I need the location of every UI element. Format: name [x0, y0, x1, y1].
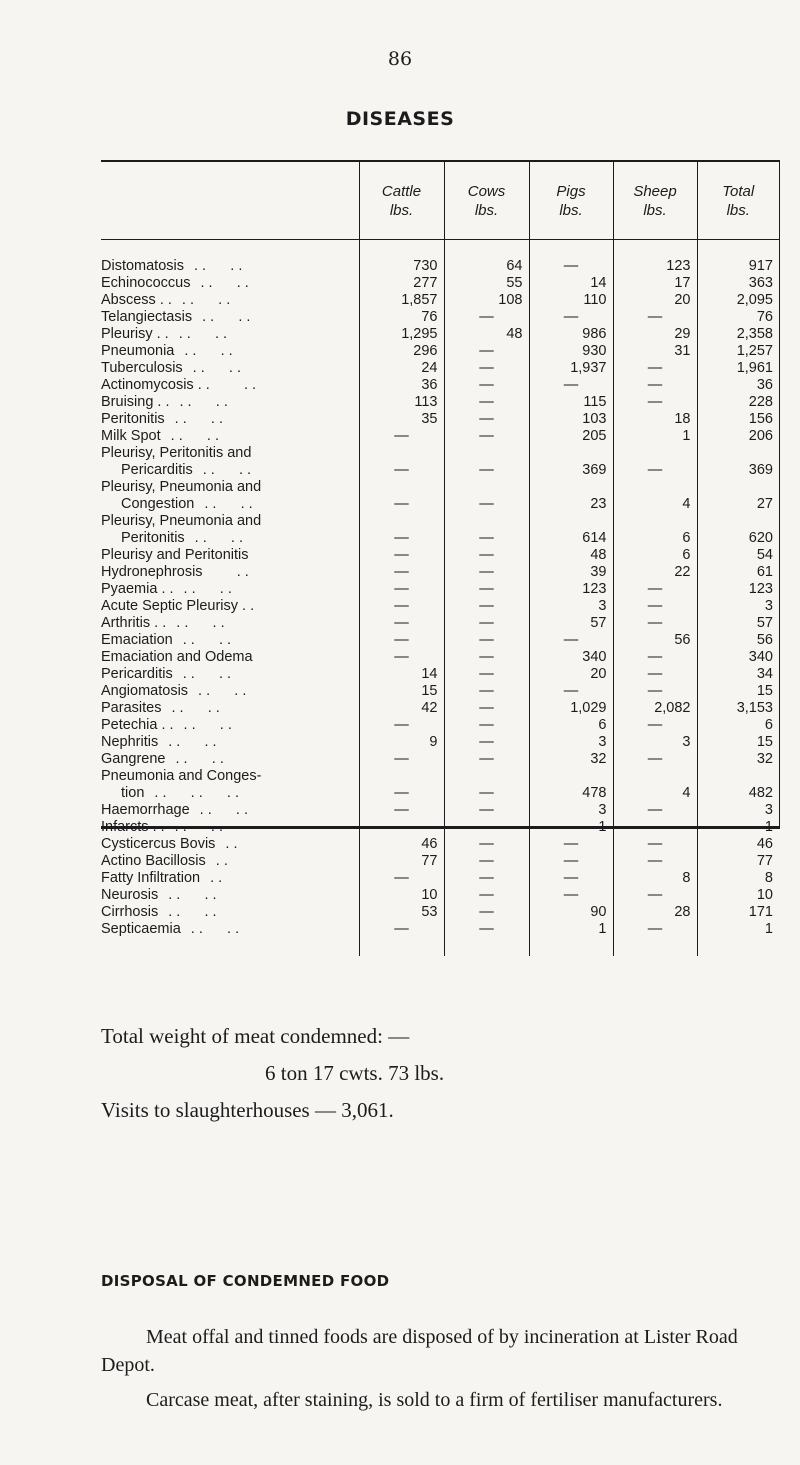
pigs-value: 369 — [529, 445, 613, 479]
table-row — [101, 394, 779, 411]
table-row — [101, 700, 779, 717]
pigs-value: 32 — [529, 751, 613, 768]
cattle-value: 76 — [359, 309, 444, 326]
table-row — [101, 360, 779, 377]
disease-name: Pleurisy . . . . . . — [101, 326, 228, 342]
pigs-value: 1 — [529, 921, 613, 938]
disease-name: Peritonitis . . . . — [101, 411, 224, 427]
table-row — [101, 598, 779, 615]
disease-name: Arthritis . . . . . . — [101, 615, 225, 631]
total-value: 8 — [697, 870, 779, 887]
table-row — [101, 275, 779, 292]
cattle-value: 24 — [359, 360, 444, 377]
cows-value: — — [444, 802, 529, 819]
sheep-value: — — [613, 887, 697, 904]
sheep-value: 29 — [613, 326, 697, 343]
total-value: 27 — [697, 479, 779, 513]
table-row — [101, 564, 779, 581]
cows-value: — — [444, 921, 529, 938]
sheep-value: 28 — [613, 904, 697, 921]
table-row — [101, 683, 779, 700]
cattle-value: — — [359, 751, 444, 768]
column-header-pigs: Pigs lbs. — [529, 162, 613, 240]
table-row — [101, 513, 779, 547]
cattle-value: 35 — [359, 411, 444, 428]
pigs-value: 103 — [529, 411, 613, 428]
cattle-value: — — [359, 598, 444, 615]
cows-value: — — [444, 479, 529, 513]
disease-name: Pleurisy, Pneumonia and Peritonitis . . . . — [101, 513, 262, 546]
total-value: 171 — [697, 904, 779, 921]
total-value: 32 — [697, 751, 779, 768]
disease-name: Pneumonia . . . . — [101, 343, 233, 359]
total-value: 3,153 — [697, 700, 779, 717]
pigs-value: 614 — [529, 513, 613, 547]
pigs-value: 986 — [529, 326, 613, 343]
disease-name: Telangiectasis . . . . — [101, 309, 251, 325]
cows-value: — — [444, 887, 529, 904]
table-row — [101, 292, 779, 309]
total-value: 2,358 — [697, 326, 779, 343]
sheep-value: 2,082 — [613, 700, 697, 717]
cattle-value: — — [359, 802, 444, 819]
pigs-value: 478 — [529, 768, 613, 802]
sheep-value: — — [613, 819, 697, 836]
cattle-value: — — [359, 921, 444, 938]
pigs-value: 1,029 — [529, 700, 613, 717]
pigs-value: — — [529, 309, 613, 326]
table-row — [101, 479, 779, 513]
pigs-value: 6 — [529, 717, 613, 734]
pigs-value: — — [529, 377, 613, 394]
page-number: 86 — [387, 48, 413, 70]
sheep-value: — — [613, 581, 697, 598]
cattle-value: 46 — [359, 836, 444, 853]
total-value: 228 — [697, 394, 779, 411]
cows-value: — — [444, 360, 529, 377]
disease-name: Distomatosis . . . . — [101, 258, 243, 274]
total-value: 15 — [697, 734, 779, 751]
total-value: 77 — [697, 853, 779, 870]
cattle-value: 1,857 — [359, 292, 444, 309]
cattle-value: 1,295 — [359, 326, 444, 343]
disease-name: Actinomycosis . . . . — [101, 377, 257, 393]
pigs-value: 1 — [529, 819, 613, 836]
cows-value: 55 — [444, 275, 529, 292]
cows-value: — — [444, 632, 529, 649]
pigs-value: 14 — [529, 275, 613, 292]
sheep-value: — — [613, 377, 697, 394]
total-value: 3 — [697, 802, 779, 819]
summary-visits: Visits to slaughterhouses — 3,061. — [101, 1098, 394, 1122]
cows-value: — — [444, 768, 529, 802]
disease-name: Infarcts . . . . . . — [101, 819, 224, 835]
disease-name: Petechia . . . . . . — [101, 717, 232, 733]
total-value: 1 — [697, 819, 779, 836]
disease-name: Echinococcus . . . . — [101, 275, 249, 291]
table-row — [101, 411, 779, 428]
pigs-value: — — [529, 836, 613, 853]
table-row — [101, 377, 779, 394]
sheep-value: — — [613, 683, 697, 700]
total-value: 34 — [697, 666, 779, 683]
table-row — [101, 768, 779, 802]
pigs-value: — — [529, 887, 613, 904]
cows-value: — — [444, 377, 529, 394]
table-header-row — [101, 162, 779, 240]
table-row — [101, 632, 779, 649]
cattle-value: — — [359, 445, 444, 479]
cows-value: — — [444, 513, 529, 547]
disease-name: Emaciation and Odema — [101, 649, 253, 665]
sheep-value: — — [613, 360, 697, 377]
total-value: 56 — [697, 632, 779, 649]
header-blank — [101, 162, 359, 240]
summary-total-label: Total weight of meat condemned: — — [101, 1024, 410, 1048]
disease-name: Pneumonia and Conges- tion . . . . . . — [101, 768, 262, 801]
cattle-value: — — [359, 870, 444, 887]
total-value: 156 — [697, 411, 779, 428]
total-value: 340 — [697, 649, 779, 666]
cows-value: — — [444, 819, 529, 836]
pigs-value: 23 — [529, 479, 613, 513]
disease-name: Acute Septic Pleurisy . . — [101, 598, 255, 614]
total-value: 206 — [697, 428, 779, 445]
cows-value: — — [444, 394, 529, 411]
sheep-value: 31 — [613, 343, 697, 360]
diseases-table — [101, 160, 780, 937]
table-row — [101, 258, 779, 275]
disease-name: Nephritis . . . . — [101, 734, 217, 750]
table-row — [101, 649, 779, 666]
cows-value: — — [444, 700, 529, 717]
disease-name: Emaciation . . . . — [101, 632, 232, 648]
disease-name: Pyaemia . . . . . . — [101, 581, 232, 597]
sheep-value: 4 — [613, 768, 697, 802]
sheep-value: — — [613, 921, 697, 938]
cattle-value: — — [359, 479, 444, 513]
sheep-value: — — [613, 649, 697, 666]
table-row — [101, 887, 779, 904]
cows-value: — — [444, 649, 529, 666]
sheep-value: 4 — [613, 479, 697, 513]
cows-value: 48 — [444, 326, 529, 343]
disposal-heading: DISPOSAL OF CONDEMNED FOOD — [101, 1272, 390, 1290]
cows-value: — — [444, 343, 529, 360]
sheep-value: 3 — [613, 734, 697, 751]
cattle-value: 113 — [359, 394, 444, 411]
sheep-value: — — [613, 717, 697, 734]
table-row — [101, 581, 779, 598]
column-header-total: Total lbs. — [697, 162, 779, 240]
cows-value: — — [444, 581, 529, 598]
table-row — [101, 445, 779, 479]
cows-value: 64 — [444, 258, 529, 275]
disease-name: Fatty Infiltration . . — [101, 870, 223, 886]
table-row — [101, 734, 779, 751]
pigs-value: 3 — [529, 734, 613, 751]
sheep-value: — — [613, 751, 697, 768]
condemned-summary — [101, 1018, 444, 1129]
pigs-value: — — [529, 853, 613, 870]
total-value: 2,095 — [697, 292, 779, 309]
disease-name: Pleurisy, Pneumonia and Congestion . . . . — [101, 479, 262, 512]
sheep-value: — — [613, 836, 697, 853]
cows-value: — — [444, 751, 529, 768]
cattle-value: 53 — [359, 904, 444, 921]
total-value: 3 — [697, 598, 779, 615]
table-row — [101, 853, 779, 870]
disease-name: Hydronephrosis . . — [101, 564, 249, 580]
disease-name: Neurosis . . . . — [101, 887, 217, 903]
total-value: 1 — [697, 921, 779, 938]
cattle-value: 277 — [359, 275, 444, 292]
table-row — [101, 870, 779, 887]
disease-name: Angiomatosis . . . . — [101, 683, 247, 699]
sheep-value: — — [613, 598, 697, 615]
sheep-value: 17 — [613, 275, 697, 292]
table-row — [101, 309, 779, 326]
summary-total-weight: 6 ton 17 cwts. 73 lbs. — [265, 1061, 445, 1085]
cows-value: — — [444, 598, 529, 615]
sheep-value: — — [613, 802, 697, 819]
sheep-value: — — [613, 615, 697, 632]
cattle-value: — — [359, 547, 444, 564]
disposal-paragraph-2: Carcase meat, after staining, is sold to a firm of fertiliser manufacturers. — [146, 1389, 723, 1411]
cattle-value: 296 — [359, 343, 444, 360]
disease-name: Pleurisy, Peritonitis and Pericarditis . . . . — [101, 445, 252, 478]
cows-value: — — [444, 853, 529, 870]
total-value: 1,257 — [697, 343, 779, 360]
table-row — [101, 547, 779, 564]
cows-value: — — [444, 870, 529, 887]
table-row — [101, 802, 779, 819]
cows-value: 108 — [444, 292, 529, 309]
cows-value: — — [444, 547, 529, 564]
sheep-value: 1 — [613, 428, 697, 445]
disease-name: Tuberculosis . . . . — [101, 360, 242, 376]
column-header-cows: Cows lbs. — [444, 162, 529, 240]
table-row — [101, 751, 779, 768]
disease-name: Pericarditis . . . . — [101, 666, 232, 682]
cattle-value: 9 — [359, 734, 444, 751]
sheep-value: 6 — [613, 513, 697, 547]
disposal-paragraph-1: Meat offal and tinned foods are disposed of by incineration at Lister Road Depot. — [101, 1326, 738, 1376]
cattle-value: — — [359, 513, 444, 547]
pigs-value: 205 — [529, 428, 613, 445]
sheep-value: — — [613, 853, 697, 870]
disease-name: Parasites . . . . — [101, 700, 220, 716]
sheep-value: 20 — [613, 292, 697, 309]
total-value: 36 — [697, 377, 779, 394]
sheep-value: 18 — [613, 411, 697, 428]
total-value: 620 — [697, 513, 779, 547]
total-value: 61 — [697, 564, 779, 581]
pigs-value: — — [529, 683, 613, 700]
cattle-value: 77 — [359, 853, 444, 870]
pigs-value: — — [529, 258, 613, 275]
pigs-value: 3 — [529, 802, 613, 819]
disease-name: Cirrhosis . . . . — [101, 904, 217, 920]
disease-name: Gangrene . . . . — [101, 751, 224, 767]
disease-name: Milk Spot . . . . — [101, 428, 219, 444]
cattle-value: 15 — [359, 683, 444, 700]
cows-value: — — [444, 615, 529, 632]
sheep-value: 22 — [613, 564, 697, 581]
total-value: 76 — [697, 309, 779, 326]
total-value: 363 — [697, 275, 779, 292]
cattle-value: 36 — [359, 377, 444, 394]
column-header-cattle: Cattle lbs. — [359, 162, 444, 240]
cattle-value: — — [359, 581, 444, 598]
pigs-value: 110 — [529, 292, 613, 309]
cattle-value: — — [359, 632, 444, 649]
cattle-value: — — [359, 717, 444, 734]
total-value: 57 — [697, 615, 779, 632]
pigs-value: 57 — [529, 615, 613, 632]
sheep-value: — — [613, 394, 697, 411]
sheep-value: — — [613, 445, 697, 479]
page-title: DISEASES — [345, 108, 455, 130]
disease-name: Septicaemia . . . . — [101, 921, 240, 937]
cows-value: — — [444, 309, 529, 326]
total-value: 123 — [697, 581, 779, 598]
column-header-sheep: Sheep lbs. — [613, 162, 697, 240]
cows-value: — — [444, 683, 529, 700]
table-row — [101, 666, 779, 683]
disease-name: Abscess . . . . . . — [101, 292, 231, 308]
cows-value: — — [444, 904, 529, 921]
total-value: 10 — [697, 887, 779, 904]
cows-value: — — [444, 411, 529, 428]
table-row — [101, 717, 779, 734]
cattle-value: — — [359, 819, 444, 836]
sheep-value: — — [613, 309, 697, 326]
total-value: 1,961 — [697, 360, 779, 377]
total-value: 917 — [697, 258, 779, 275]
pigs-value: 3 — [529, 598, 613, 615]
cows-value: — — [444, 734, 529, 751]
total-value: 46 — [697, 836, 779, 853]
pigs-value: 39 — [529, 564, 613, 581]
disease-name: Haemorrhage . . . . — [101, 802, 249, 818]
cattle-value: 10 — [359, 887, 444, 904]
pigs-value: 48 — [529, 547, 613, 564]
pigs-value: 340 — [529, 649, 613, 666]
cows-value: — — [444, 445, 529, 479]
cattle-value: — — [359, 428, 444, 445]
cattle-value: — — [359, 615, 444, 632]
sheep-value: 6 — [613, 547, 697, 564]
cattle-value: — — [359, 649, 444, 666]
pigs-value: 930 — [529, 343, 613, 360]
cattle-value: 14 — [359, 666, 444, 683]
cows-value: — — [444, 717, 529, 734]
total-value: 15 — [697, 683, 779, 700]
pigs-value: 20 — [529, 666, 613, 683]
table-row — [101, 326, 779, 343]
total-value: 482 — [697, 768, 779, 802]
cows-value: — — [444, 836, 529, 853]
pigs-value: 1,937 — [529, 360, 613, 377]
sheep-value: — — [613, 666, 697, 683]
disease-name: Actino Bacillosis . . — [101, 853, 228, 869]
sheep-value: 56 — [613, 632, 697, 649]
total-value: 6 — [697, 717, 779, 734]
table-row — [101, 428, 779, 445]
cows-value: — — [444, 564, 529, 581]
pigs-value: 90 — [529, 904, 613, 921]
table-row — [101, 921, 779, 938]
table-row — [101, 836, 779, 853]
pigs-value: — — [529, 632, 613, 649]
pigs-value: 115 — [529, 394, 613, 411]
table-row — [101, 343, 779, 360]
sheep-value: 8 — [613, 870, 697, 887]
cows-value: — — [444, 428, 529, 445]
pigs-value: 123 — [529, 581, 613, 598]
cows-value: — — [444, 666, 529, 683]
table-row — [101, 819, 779, 836]
table-row — [101, 904, 779, 921]
cattle-value: 42 — [359, 700, 444, 717]
cattle-value: 730 — [359, 258, 444, 275]
table-row — [101, 615, 779, 632]
sheep-value: 123 — [613, 258, 697, 275]
total-value: 54 — [697, 547, 779, 564]
disease-name: Cysticercus Bovis . . — [101, 836, 238, 852]
disease-name: Bruising . . . . . . — [101, 394, 228, 410]
total-value: 369 — [697, 445, 779, 479]
pigs-value: — — [529, 870, 613, 887]
cattle-value: — — [359, 564, 444, 581]
disease-name: Pleurisy and Peritonitis — [101, 547, 249, 563]
cattle-value: — — [359, 768, 444, 802]
